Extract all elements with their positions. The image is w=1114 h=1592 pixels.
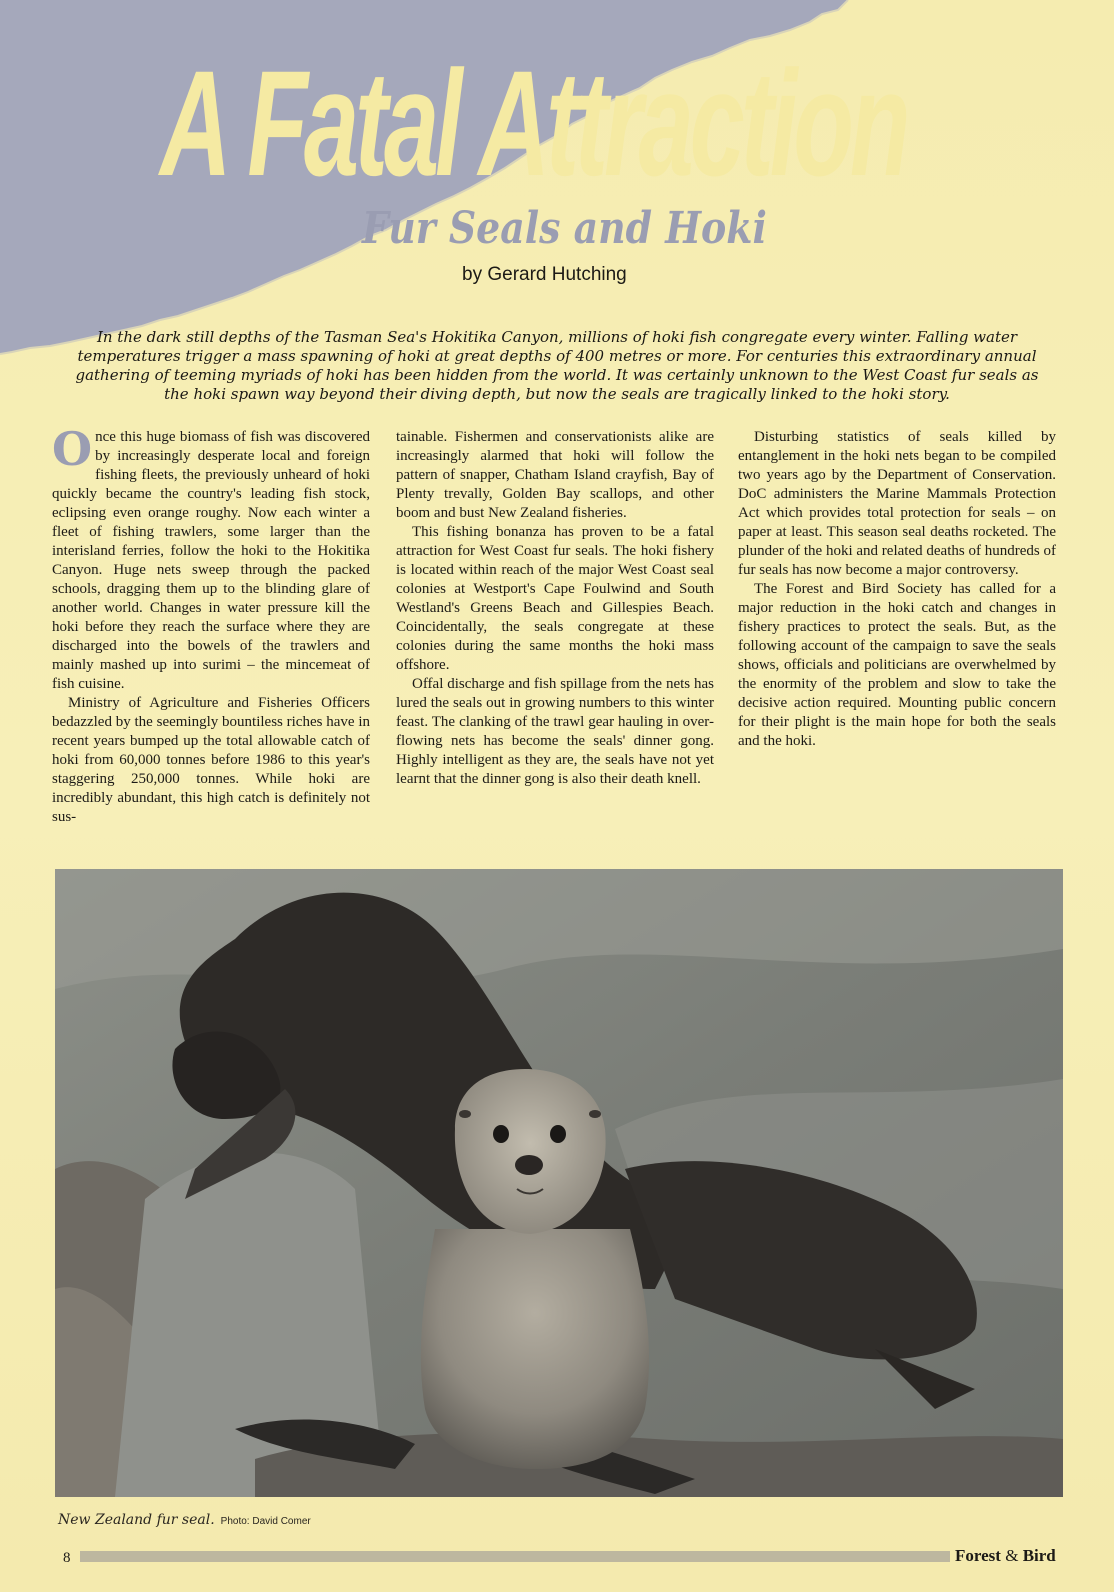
- article-subtitle: Fur Seals and Hoki: [362, 203, 767, 254]
- paragraph: [52, 422, 370, 694]
- seal-illustration: [55, 869, 1063, 1497]
- paragraph: The Forest and Bird Society has called for a major reduction in the hoki catch and changes in fishery practices to protect the seals. But, as the following account of the campaign to save the seals shows, officials and politicians are overwhelmed by the enormity of the problem and slow to take the decisive action required. Mounting public concern for their plight is the main hope for both the seals and the hoki.: [738, 581, 1056, 749]
- drop-cap: O: [52, 422, 93, 476]
- paragraph-text: nce this huge biomass of fish was discovered by increasingly desperate local and foreign fishing fleets, the previously unheard of hoki quickly became the country's leading fish stock, eclipsing even orange roughy. Now each winter a fleet of fishing trawlers, some larger than the interisland ferries, follow the hoki to the Hokitika Canyon. Huge nets sweep through the packed schools, dragging them up to the blinding glare of another world. Changes in water pressure kill the hoki before they reach the surface where they are discharged into the bowels of the trawlers and mainly mashed up into surimi – the mincemeat of fish cuisine.: [52, 429, 370, 692]
- photo-caption: [58, 1512, 311, 1528]
- footer-rule: [80, 1551, 950, 1562]
- fur-seal-photo: [55, 869, 1063, 1497]
- page-number: 8: [63, 1550, 71, 1566]
- paragraph: Offal discharge and fish spillage from the nets has lured the seals out in growing numbers to this winter feast. The clanking of the trawl gear hauling in over-flowing nets has become the seals' dinner gong. Highly intelligent as they are, the seals have not yet learnt that the dinner gong is also their death knell.: [396, 676, 714, 787]
- photo-credit: Photo: David Comer: [220, 1516, 311, 1527]
- caption-text: New Zealand fur seal.: [58, 1512, 215, 1528]
- body-column-2: [396, 428, 714, 789]
- intro-paragraph: In the dark still depths of the Tasman Sea's Hokitika Canyon, millions of hoki fish congregate every winter. Falling water temperatures trigger a mass spawning of hoki at great depths of 400 metres or more. For centuries this extraordinary annual gathering of teeming myriads of hoki has been hidden from the world. It was certainly unknown to the West Coast fur seals as the hoki spawn way beyond their diving depth, but now the seals are tragically linked to the hoki story.: [75, 328, 1039, 403]
- byline: by Gerard Hutching: [462, 264, 627, 285]
- magazine-ampersand: &: [1005, 1546, 1019, 1565]
- article-title: A Fatal Attraction: [160, 39, 907, 207]
- paragraph: This fishing bonanza has proven to be a fatal attraction for West Coast fur seals. The hoki fishery is located within reach of the major West Coast seal colonies at Westport's Cape Foulwind and South Westland's Greens Beach and Gillespies Beach. Coincidentally, the seals congregate at these colonies during the same months the hoki mass offshore.: [396, 524, 714, 673]
- paragraph: Ministry of Agriculture and Fisheries Officers bedazzled by the seemingly bountiless riches have in recent years bumped up the total allowable catch of hoki from 60,000 tonnes before 1986 to this year's staggering 250,000 tonnes. While hoki are incredibly abundant, this high catch is definitely not sus-: [52, 695, 370, 825]
- paragraph: tainable. Fishermen and conservationists alike are increasingly alarmed that hoki will follow the pattern of snapper, Chatham Island crayfish, Bay of Plenty trevally, Golden Bay scallops, and other boom and bust New Zealand fisheries.: [396, 429, 714, 521]
- magazine-name-part: Bird: [1022, 1546, 1056, 1565]
- magazine-name-part: Forest: [955, 1546, 1001, 1565]
- paragraph: Disturbing statistics of seals killed by entanglement in the hoki nets began to be compiled two years ago by the Department of Conservation. DoC administers the Marine Mammals Protection Act which provides total protection for seals – on paper at least. This season seal deaths rocketed. The plunder of the hoki and related deaths of hundreds of fur seals has now become a major controversy.: [738, 429, 1056, 578]
- body-column-3: [738, 428, 1056, 751]
- body-column-1: [52, 422, 370, 827]
- magazine-name: [955, 1546, 1056, 1566]
